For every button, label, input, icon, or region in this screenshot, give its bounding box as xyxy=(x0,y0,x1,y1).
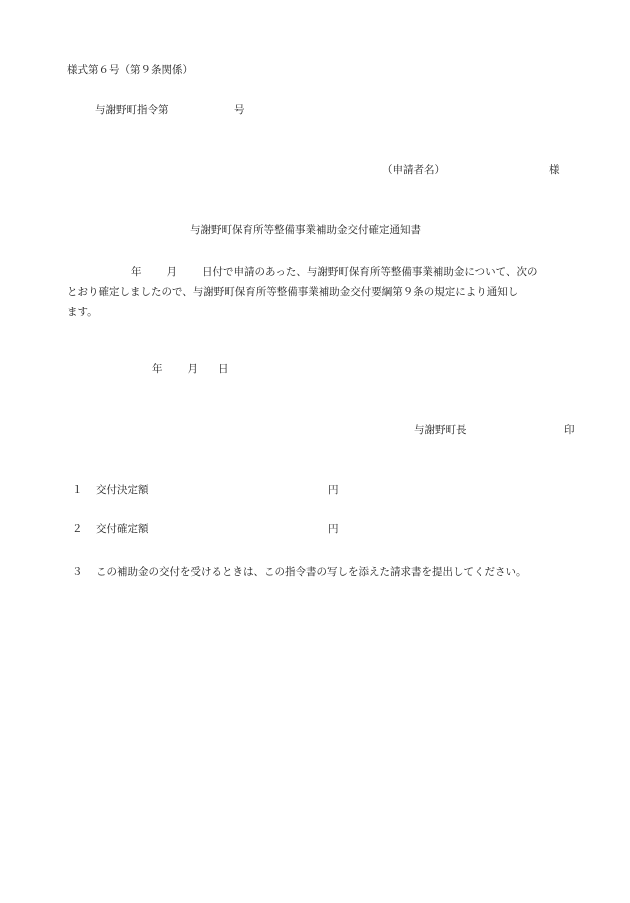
form-number: 様式第６号（第９条関係） xyxy=(67,64,193,76)
date-year: 年 xyxy=(152,363,163,375)
document-title: 与謝野町保育所等整備事業補助金交付確定通知書 xyxy=(190,224,421,236)
item-instruction xyxy=(72,565,527,579)
date-day: 日 xyxy=(218,363,229,375)
item-label: 交付確定額 xyxy=(96,523,149,535)
issuer-mayor: 与謝野町長 xyxy=(414,424,467,436)
body-year: 年 xyxy=(131,266,142,278)
body-line-2: とおり確定しましたので、与謝野町保育所等整備事業補助金交付要綱第９条の規定により通知し xyxy=(67,286,519,298)
item-unit: 円 xyxy=(328,484,339,496)
item-grant-decided xyxy=(72,483,339,497)
applicant-honorific: 様 xyxy=(549,164,560,176)
body-paragraph xyxy=(67,262,587,322)
issue-date xyxy=(152,362,229,376)
seal-mark: 印 xyxy=(564,424,575,436)
applicant-name-label: （申請者名） xyxy=(382,164,445,176)
item-label: この補助金の交付を受けるときは、この指令書の写しを添えた請求書を提出してください。 xyxy=(96,566,527,578)
item-unit: 円 xyxy=(328,523,339,535)
body-month: 月 xyxy=(166,266,177,278)
date-month: 月 xyxy=(187,363,198,375)
order-number-prefix: 与謝野町指令第 xyxy=(95,104,169,116)
item-label: 交付決定額 xyxy=(96,484,149,496)
item-grant-confirmed xyxy=(72,522,339,536)
order-number-suffix: 号 xyxy=(234,104,245,116)
body-line-1 xyxy=(67,262,587,282)
item-number: ２ xyxy=(72,523,83,535)
body-line-1-text: 日付で申請のあった、与謝野町保育所等整備事業補助金について、次の xyxy=(202,266,538,278)
item-number: ３ xyxy=(72,566,83,578)
item-number: １ xyxy=(72,484,83,496)
body-line-3: ます。 xyxy=(67,306,98,318)
